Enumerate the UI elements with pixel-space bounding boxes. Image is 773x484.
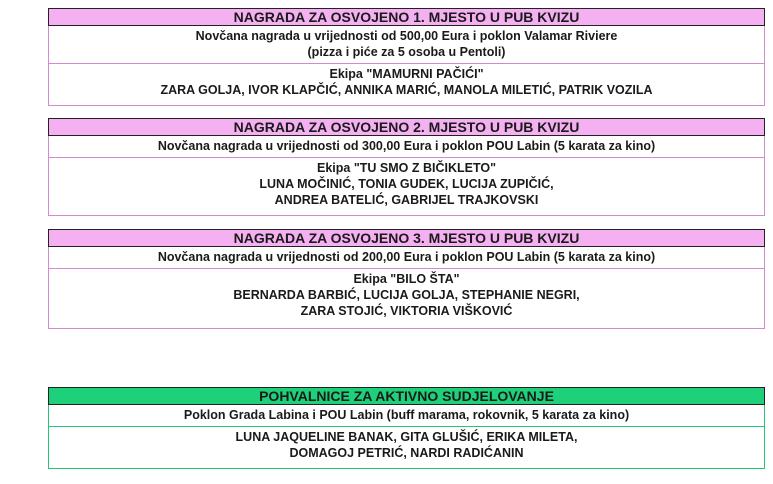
- commendation-section: [48, 387, 765, 469]
- prize-3-team-name: Ekipa "BILO ŠTA": [353, 272, 460, 286]
- prize-1-reward: [48, 26, 765, 64]
- prize-1-reward-line-2: (pizza i piće za 5 osoba u Pentoli): [307, 45, 506, 59]
- commendation-reward: [48, 405, 765, 427]
- prize-3-team: [48, 269, 765, 329]
- prize-3-reward-line-1: Novčana nagrada u vrijednosti od 200,00 Eura i poklon POU Labin (5 karata za kino): [157, 250, 656, 264]
- prize-2-members-line-1: LUNA MOČINIĆ, TONIA GUDEK, LUCIJA ZUPIČIĆ,: [259, 177, 554, 191]
- commendation-reward-line-1: Poklon Grada Labina i POU Labin (buff marama, rokovnik, 5 karata za kino): [183, 408, 630, 422]
- prize-1-section: [48, 8, 765, 106]
- prize-2-members-line-2: ANDREA BATELIĆ, GABRIJEL TRAJKOVSKI: [274, 193, 539, 207]
- commendation-members: [48, 427, 765, 469]
- commendation-members-line-2: DOMAGOJ PETRIĆ, NARDI RADIĆANIN: [289, 446, 524, 460]
- prize-3-section: [48, 229, 765, 329]
- prize-2-reward-line-1: Novčana nagrada u vrijednosti od 300,00 Eura i poklon POU Labin (5 karata za kino): [157, 139, 656, 153]
- prize-3-members-line-2: ZARA STOJIĆ, VIKTORIA VIŠKOVIĆ: [300, 304, 513, 318]
- commendation-members-line-1: LUNA JAQUELINE BANAK, GITA GLUŠIĆ, ERIKA MILETA,: [235, 430, 578, 444]
- prize-3-members-line-1: BERNARDA BARBIĆ, LUCIJA GOLJA, STEPHANIE NEGRI,: [233, 288, 580, 302]
- commendation-title: POHVALNICE ZA AKTIVNO SUDJELOVANJE: [48, 387, 765, 405]
- prize-1-team-name: Ekipa "MAMURNI PAČIĆI": [329, 67, 484, 81]
- prize-1-team: [48, 64, 765, 106]
- prize-1-reward-line-1: Novčana nagrada u vrijednosti od 500,00 Eura i poklon Valamar Riviere: [195, 29, 618, 43]
- prize-2-title: NAGRADA ZA OSVOJENO 2. MJESTO U PUB KVIZU: [48, 118, 765, 136]
- prize-3-title: NAGRADA ZA OSVOJENO 3. MJESTO U PUB KVIZU: [48, 229, 765, 247]
- prize-2-reward: [48, 136, 765, 158]
- prize-1-members-line-1: ZARA GOLJA, IVOR KLAPČIĆ, ANNIKA MARIĆ, MANOLA MILETIĆ, PATRIK VOZILA: [160, 83, 653, 97]
- prize-2-team-name: Ekipa "TU SMO Z BIČIKLETO": [317, 161, 496, 175]
- prize-2-team: [48, 158, 765, 216]
- prize-2-section: [48, 118, 765, 216]
- prize-1-title: NAGRADA ZA OSVOJENO 1. MJESTO U PUB KVIZU: [48, 8, 765, 26]
- prize-3-reward: [48, 247, 765, 269]
